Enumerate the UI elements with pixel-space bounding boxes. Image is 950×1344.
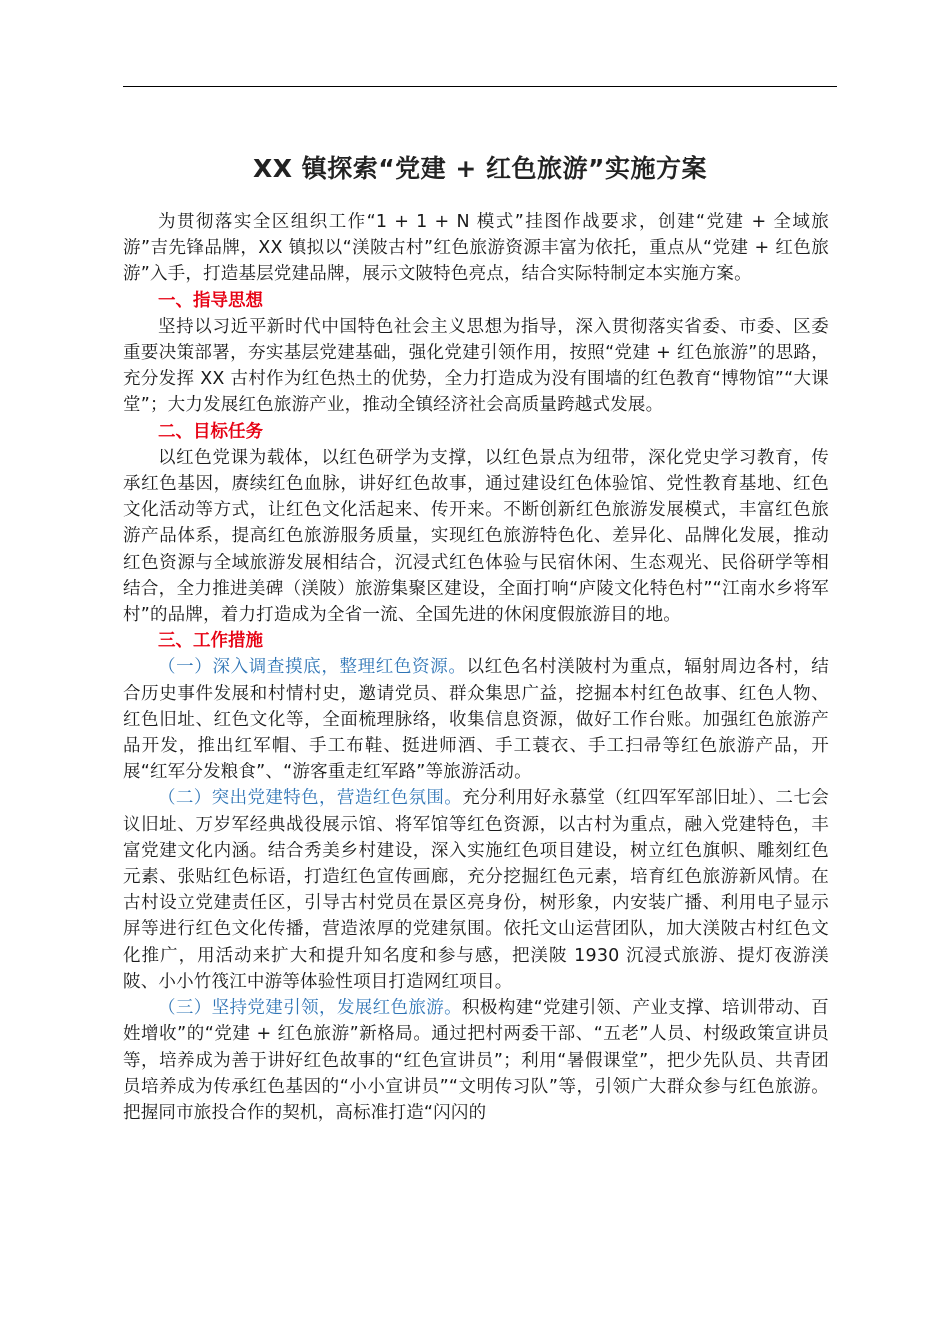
measure-item-2-body: 充分利用好永慕堂（红四军军部旧址）、二七会议旧址、万岁军经典战役展示馆、将军馆等红色资源，以古村为重点，融入党建特色，丰富党建文化内涵。结合秀美乡村建设，深入实施红色项目建设，树立红色旗帜、雕刻红色元素、张贴红色标语，打造红色宣传画廊，充分挖掘红色元素，培育红色旅游新风情。在古村设立党建责任区，引导古村党员在景区亮身份，树形象，内安装广播、利用电子显示屏等进行红色文化传播，营造浓厚的党建氛围。依托文山运营团队，加大渼陂古村红色文化推广，用活动来扩大和提升知名度和参与感，把渼陂 1930 沉浸式旅游、提灯夜游渼陂、小小竹筏江中游等体验性项目打造网红项目。 <box>123 788 829 992</box>
section-heading-guiding-thought: 一、指导思想 <box>158 290 263 311</box>
section-heading-goals: 二、目标任务 <box>158 421 263 442</box>
header-rule <box>123 86 837 87</box>
section-body-guiding-thought: 坚持以习近平新时代中国特色社会主义思想为指导，深入贯彻落实省委、市委、区委重要决策部署，夯实基层党建基础，强化党建引领作用，按照“党建 + 红色旅游”的思路，充分发挥 XX 古村作为红色热土的优势，全力打造成为没有围墙的红色教育“博物馆”“大课堂”；大力发展红色旅游产业，推动全镇经济社会高质量跨越式发展。 <box>123 316 829 416</box>
measure-item-3 <box>123 995 829 1126</box>
measure-item-2-title: （二）突出党建特色，营造红色氛围。 <box>158 788 463 809</box>
section-heading-measures: 三、工作措施 <box>158 631 263 652</box>
measure-item-1-title: （一）深入调查摸底，整理红色资源。 <box>158 657 467 678</box>
measure-item-1 <box>123 654 829 785</box>
measure-item-2 <box>123 785 829 995</box>
document-body <box>123 209 829 1126</box>
section-body-goals: 以红色党课为载体，以红色研学为支撑，以红色景点为纽带，深化党史学习教育，传承红色基因，赓续红色血脉，讲好红色故事，通过建设红色体验馆、党性教育基地、红色文化活动等方式，让红色文化活起来、传开来。不断创新红色旅游发展模式，丰富红色旅游产品体系，提高红色旅游服务质量，实现红色旅游特色化、差异化、品牌化发展，推动红色资源与全域旅游发展相结合，沉浸式红色体验与民宿休闲、生态观光、民俗研学等相结合，全力推进美碑（渼陂）旅游集聚区建设，全面打响“庐陵文化特色村”“江南水乡将军村”的品牌，着力打造成为全省一流、全国先进的休闲度假旅游目的地。 <box>123 447 829 626</box>
document-title: XX 镇探索“党建 + 红色旅游”实施方案 <box>253 154 707 183</box>
intro-paragraph: 为贯彻落实全区组织工作“1 + 1 + N 模式”挂图作战要求，创建“党建 + 全域旅游”吉先锋品牌，XX 镇拟以“渼陂古村”红色旅游资源丰富为依托，重点从“党建 + 红色旅游”入手，打造基层党建品牌，展示文陂特色亮点，结合实际特制定本实施方案。 <box>123 212 829 285</box>
measure-item-1-body: 以红色名村渼陂村为重点，辐射周边各村，结合历史事件发展和村情村史，邀请党员、群众集思广益，挖掘本村红色故事、红色人物、红色旧址、红色文化等，全面梳理脉络，收集信息资源，做好工作台账。加强红色旅游产品开发，推出红军帽、手工布鞋、挺进师酒、手工蓑衣、手工扫帚等红色旅游产品，开展“红军分发粮食”、“游客重走红军路”等旅游活动。 <box>123 657 829 783</box>
measure-item-3-body: 积极构建“党建引领、产业支撑、培训带动、百姓增收”的“党建 + 红色旅游”新格局。通过把村两委干部、“五老”人员、村级政策宣讲员等，培养成为善于讲好红色故事的“红色宣讲员”；利用“暑假课堂”，把少先队员、共青团员培养成为传承红色基因的“小小宣讲员”“文明传习队”等，引领广大群众参与红色旅游。把握同市旅投合作的契机，高标准打造“闪闪的 <box>123 998 830 1123</box>
measure-item-3-title: （三）坚持党建引领，发展红色旅游。 <box>158 998 463 1019</box>
